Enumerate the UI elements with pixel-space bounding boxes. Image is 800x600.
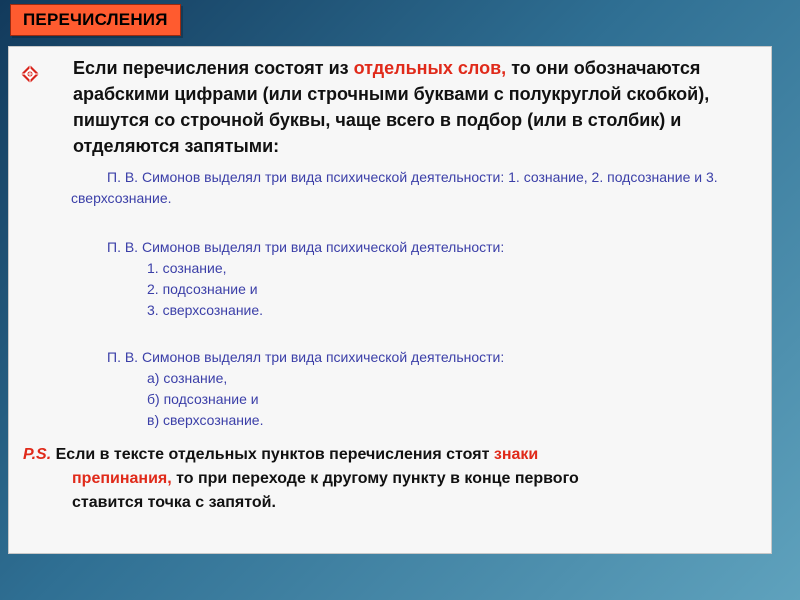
example-inline: П. В. Симонов выделял три вида психической деятельности: 1. сознание, 2. подсознание и 3. сверхсознание. — [71, 169, 718, 206]
example-numbered — [107, 237, 747, 321]
list-item: 3. сверхсознание. — [147, 302, 264, 318]
ps-label: P.S. — [23, 446, 52, 463]
list-item: 2. подсознание и — [147, 281, 258, 297]
ornamental-diamond-icon — [21, 65, 39, 83]
example-lettered-intro: П. В. Симонов выделял три вида психической деятельности: — [107, 349, 505, 365]
example-lettered — [107, 347, 747, 431]
ps-text-part2: то при переходе к другому пункту в конце первого — [171, 470, 579, 487]
ps-line3: ставится точка с запятой. — [72, 494, 276, 511]
rule-text-part2: то они обозначаются арабскими цифрами (или строчными буквами с полукруглой скобкой), пишутся со строчной буквы, чаще всего в подбор (или в столбик) и отделяются запятыми: — [73, 58, 710, 156]
list-item: 1. сознание, — [147, 260, 227, 276]
rule-text-part1: Если перечисления состоят из — [73, 58, 354, 78]
content-panel — [8, 46, 772, 554]
list-item: в) сверхсознание. — [147, 412, 264, 428]
rule-text — [73, 55, 763, 159]
ps-highlight: препинания, — [72, 470, 172, 487]
ps-note — [23, 443, 743, 515]
rule-highlight: отдельных слов, — [353, 58, 507, 78]
list-item: а) сознание, — [147, 370, 228, 386]
ps-highlight: знаки — [493, 446, 539, 463]
example-numbered-intro: П. В. Симонов выделял три вида психической деятельности: — [107, 239, 505, 255]
ps-line2 — [23, 467, 743, 491]
ps-text-part1: Если в тексте отдельных пунктов перечисления стоят — [51, 446, 494, 463]
slide-title: ПЕРЕЧИСЛЕНИЯ — [10, 4, 181, 36]
list-item: б) подсознание и — [147, 391, 259, 407]
